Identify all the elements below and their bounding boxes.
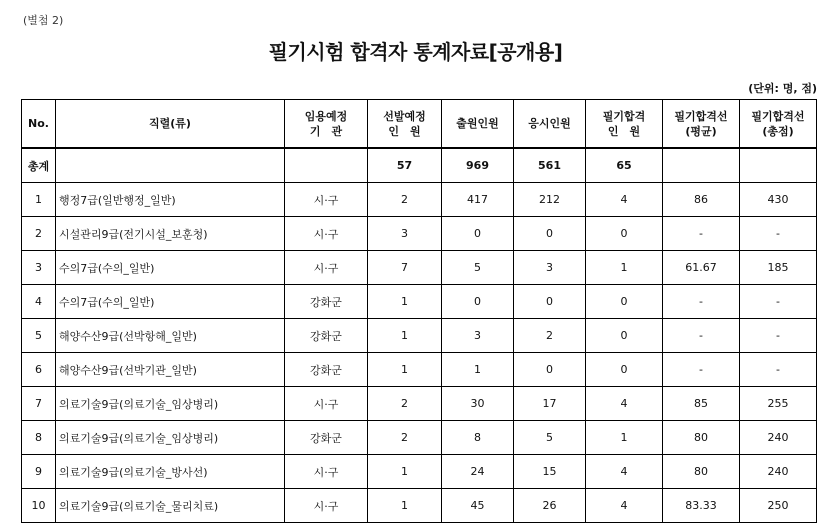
- cell-examinees: 15: [514, 455, 586, 489]
- header-no: No.: [22, 100, 56, 149]
- header-job: 직렬(류): [56, 100, 285, 149]
- header-cutoff-avg: [663, 100, 740, 149]
- cell-job: 의료기술9급(의료기술_방사선): [56, 455, 285, 489]
- cell-planned: 1: [368, 489, 442, 523]
- total-planned: 57: [368, 148, 442, 183]
- cell-job: 해양수산9급(선박항해_일반): [56, 319, 285, 353]
- total-job: [56, 148, 285, 183]
- table-row: [22, 489, 817, 523]
- cell-cutoff-avg: -: [663, 285, 740, 319]
- cell-cutoff-avg: 80: [663, 421, 740, 455]
- cell-agency: 시·구: [285, 251, 368, 285]
- cell-planned: 1: [368, 353, 442, 387]
- total-agency: [285, 148, 368, 183]
- cell-cutoff-total: -: [740, 217, 817, 251]
- cell-agency: 강화군: [285, 353, 368, 387]
- cell-cutoff-avg: -: [663, 319, 740, 353]
- cell-agency: 강화군: [285, 421, 368, 455]
- cell-agency: 강화군: [285, 319, 368, 353]
- table-row: [22, 285, 817, 319]
- cell-examinees: 2: [514, 319, 586, 353]
- header-agency-line1: 임용예정: [304, 109, 348, 123]
- header-planned: [368, 100, 442, 149]
- cell-job: 수의7급(수의_일반): [56, 285, 285, 319]
- cell-agency: 시·구: [285, 387, 368, 421]
- cell-planned: 1: [368, 319, 442, 353]
- cell-passers: 1: [586, 251, 663, 285]
- cell-examinees: 0: [514, 285, 586, 319]
- header-passers: [586, 100, 663, 149]
- cell-cutoff-total: 255: [740, 387, 817, 421]
- header-cutoff-avg-line1: 필기합격선: [674, 109, 728, 123]
- cell-cutoff-total: -: [740, 285, 817, 319]
- total-label: 총계: [22, 148, 56, 183]
- total-cutoff-avg: [663, 148, 740, 183]
- cell-applicants: 0: [442, 217, 514, 251]
- cell-agency: 시·구: [285, 217, 368, 251]
- cell-examinees: 3: [514, 251, 586, 285]
- unit-note: (단위: 명, 점): [748, 82, 817, 95]
- cell-planned: 2: [368, 421, 442, 455]
- cell-examinees: 26: [514, 489, 586, 523]
- cell-cutoff-total: 240: [740, 455, 817, 489]
- cell-passers: 0: [586, 285, 663, 319]
- cell-applicants: 30: [442, 387, 514, 421]
- cell-cutoff-avg: 61.67: [663, 251, 740, 285]
- table-row: [22, 421, 817, 455]
- cell-applicants: 24: [442, 455, 514, 489]
- header-cutoff-total-line2: (총점): [762, 124, 794, 138]
- header-cutoff-avg-line2: (평균): [685, 124, 717, 138]
- table-row: [22, 387, 817, 421]
- total-applicants: 969: [442, 148, 514, 183]
- cell-planned: 2: [368, 387, 442, 421]
- cell-examinees: 0: [514, 217, 586, 251]
- cell-job: 해양수산9급(선박기관_일반): [56, 353, 285, 387]
- header-examinees: 응시인원: [514, 100, 586, 149]
- cell-job: 행정7급(일반행정_일반): [56, 183, 285, 217]
- cell-cutoff-avg: -: [663, 353, 740, 387]
- cell-job: 시설관리9급(전기시설_보훈청): [56, 217, 285, 251]
- cell-applicants: 3: [442, 319, 514, 353]
- table-row: [22, 455, 817, 489]
- cell-applicants: 0: [442, 285, 514, 319]
- header-planned-line2: 인 원: [388, 124, 421, 138]
- cell-passers: 1: [586, 421, 663, 455]
- cell-applicants: 45: [442, 489, 514, 523]
- cell-no: 5: [22, 319, 56, 353]
- cell-examinees: 212: [514, 183, 586, 217]
- cell-examinees: 17: [514, 387, 586, 421]
- cell-cutoff-avg: 83.33: [663, 489, 740, 523]
- cell-cutoff-total: -: [740, 353, 817, 387]
- cell-no: 6: [22, 353, 56, 387]
- cell-cutoff-total: -: [740, 319, 817, 353]
- cell-agency: 시·구: [285, 183, 368, 217]
- cell-no: 2: [22, 217, 56, 251]
- statistics-table: [21, 99, 817, 523]
- cell-no: 10: [22, 489, 56, 523]
- total-passers: 65: [586, 148, 663, 183]
- cell-agency: 시·구: [285, 455, 368, 489]
- header-agency-line2: 기 관: [309, 124, 343, 138]
- cell-passers: 0: [586, 217, 663, 251]
- attachment-label: (별첨 2): [23, 14, 64, 27]
- cell-no: 1: [22, 183, 56, 217]
- header-agency: [285, 100, 368, 149]
- cell-job: 의료기술9급(의료기술_임상병리): [56, 387, 285, 421]
- cell-cutoff-avg: 85: [663, 387, 740, 421]
- cell-planned: 7: [368, 251, 442, 285]
- cell-cutoff-total: 185: [740, 251, 817, 285]
- cell-cutoff-avg: 86: [663, 183, 740, 217]
- cell-planned: 1: [368, 455, 442, 489]
- cell-applicants: 1: [442, 353, 514, 387]
- cell-job: 의료기술9급(의료기술_임상병리): [56, 421, 285, 455]
- cell-cutoff-avg: -: [663, 217, 740, 251]
- cell-planned: 1: [368, 285, 442, 319]
- header-planned-line1: 선발예정: [383, 109, 426, 123]
- cell-no: 7: [22, 387, 56, 421]
- cell-applicants: 5: [442, 251, 514, 285]
- table-row: [22, 319, 817, 353]
- cell-agency: 강화군: [285, 285, 368, 319]
- header-passers-line2: 인 원: [607, 124, 641, 138]
- cell-examinees: 0: [514, 353, 586, 387]
- cell-agency: 시·구: [285, 489, 368, 523]
- cell-planned: 2: [368, 183, 442, 217]
- cell-applicants: 8: [442, 421, 514, 455]
- cell-examinees: 5: [514, 421, 586, 455]
- header-cutoff-total: [740, 100, 817, 149]
- table-row: [22, 251, 817, 285]
- table-row: [22, 217, 817, 251]
- cell-passers: 4: [586, 489, 663, 523]
- header-row: [22, 100, 817, 149]
- total-cutoff-total: [740, 148, 817, 183]
- cell-passers: 4: [586, 183, 663, 217]
- total-row: [22, 148, 817, 183]
- cell-job: 수의7급(수의_일반): [56, 251, 285, 285]
- page-title: 필기시험 합격자 통계자료[공개용]: [268, 40, 563, 64]
- cell-planned: 3: [368, 217, 442, 251]
- cell-cutoff-total: 430: [740, 183, 817, 217]
- header-applicants: 출원인원: [442, 100, 514, 149]
- header-cutoff-total-line1: 필기합격선: [751, 109, 805, 123]
- table-row: [22, 353, 817, 387]
- cell-no: 3: [22, 251, 56, 285]
- cell-applicants: 417: [442, 183, 514, 217]
- cell-job: 의료기술9급(의료기술_물리치료): [56, 489, 285, 523]
- cell-passers: 0: [586, 353, 663, 387]
- cell-no: 8: [22, 421, 56, 455]
- total-examinees: 561: [514, 148, 586, 183]
- cell-no: 9: [22, 455, 56, 489]
- cell-cutoff-avg: 80: [663, 455, 740, 489]
- cell-passers: 4: [586, 455, 663, 489]
- cell-cutoff-total: 240: [740, 421, 817, 455]
- cell-cutoff-total: 250: [740, 489, 817, 523]
- cell-no: 4: [22, 285, 56, 319]
- table-row: [22, 183, 817, 217]
- header-passers-line1: 필기합격: [602, 109, 646, 123]
- cell-passers: 4: [586, 387, 663, 421]
- cell-passers: 0: [586, 319, 663, 353]
